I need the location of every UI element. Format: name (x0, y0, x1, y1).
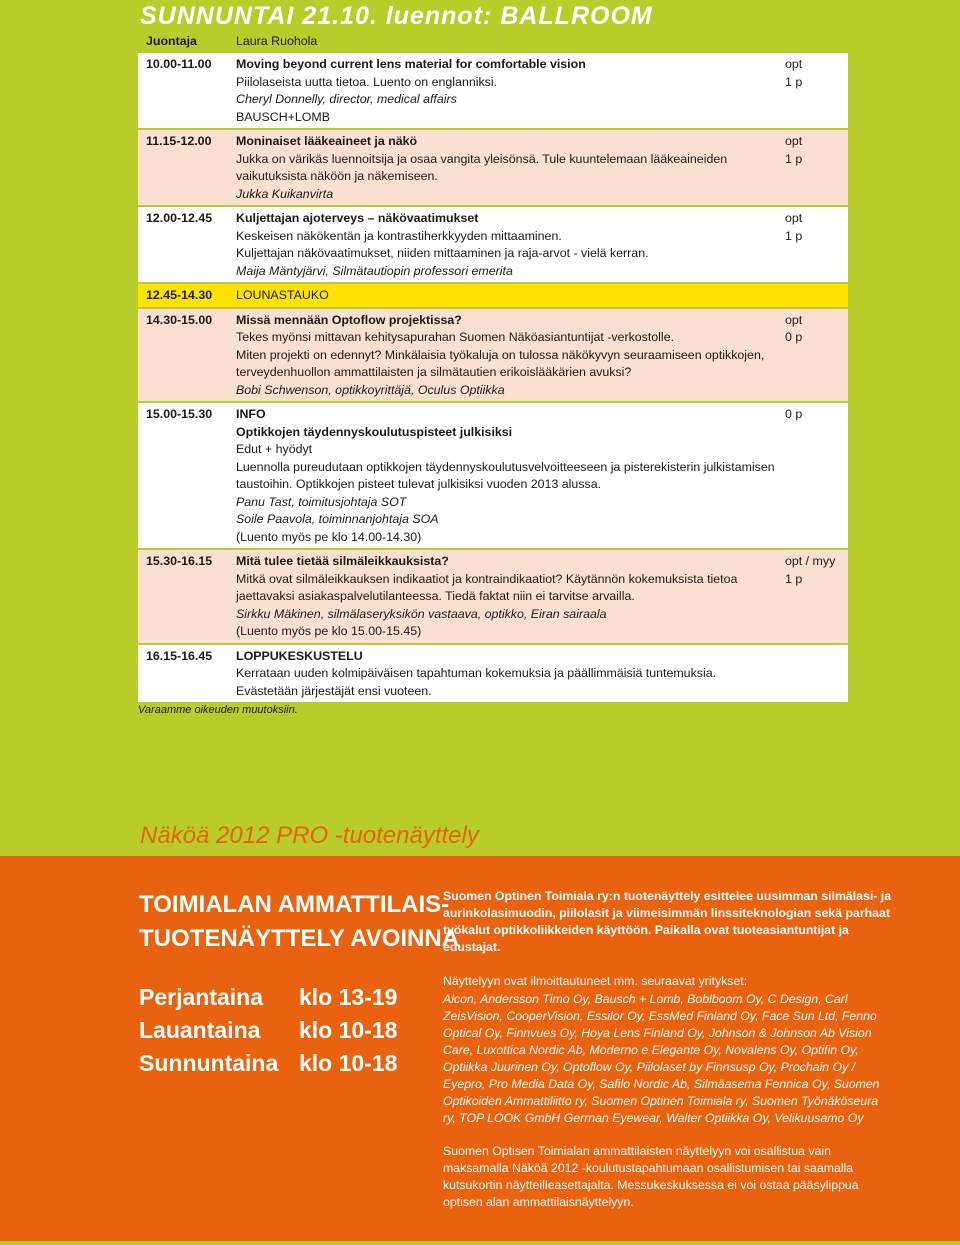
session-row (138, 130, 848, 207)
session-credit: 1 p (785, 151, 803, 166)
session-credit: 0 p (785, 330, 803, 344)
session-time: 12.00-12.45 (146, 211, 213, 225)
session-content (236, 309, 776, 402)
session-line: LOUNASTAUKO (236, 288, 329, 302)
session-line: Cheryl Donnelly, director, medical affairs (236, 92, 457, 106)
session-content (236, 130, 776, 205)
session-credit: opt (785, 312, 803, 327)
session-credit: 1 p (785, 571, 803, 586)
session-credits (785, 210, 802, 245)
session-credit: 0 p (785, 407, 803, 421)
open-hours-row (139, 984, 398, 1011)
schedule-header (138, 30, 848, 53)
session-line: Moving beyond current lens material for comfortable vision (236, 57, 586, 71)
session-list (138, 53, 848, 704)
session-line: Piilolaseista uutta tietoa. Luento on englanniksi. (236, 74, 498, 89)
session-credit: opt (785, 211, 803, 225)
session-line: Soile Paavola, toiminnanjohtaja SOA (236, 512, 439, 526)
session-line: Mitkä ovat silmäleikkauksen indikaatiot ja kontraindikaatiot? Käytännön kokemuksista tietoa jaettavaksi asiakaspalvelutilanteessa. Tiedä faktat niin ei tarvitse arvailla. (236, 571, 738, 603)
session-row (138, 309, 848, 404)
session-credit: 1 p (785, 228, 803, 243)
open-day: Perjantaina (139, 984, 263, 1010)
exhibitors-heading: Näyttelyyn ovat ilmoittautuneet mm. seuraavat yritykset: (443, 974, 748, 988)
session-line: Sirkku Mäkinen, silmälaseryksikön vastaava, optikko, Eiran sairaala (236, 606, 607, 621)
session-row (138, 550, 848, 645)
session-line: Maija Mäntyjärvi, Silmätautiopin professori emerita (236, 263, 513, 278)
header-label: Juontaja (146, 34, 197, 48)
session-credits (785, 553, 835, 588)
session-line: BAUSCH+LOMB (236, 109, 330, 124)
session-credits (785, 312, 802, 347)
session-line: INFO (236, 407, 266, 421)
session-row (138, 645, 848, 705)
session-credit: opt (785, 134, 803, 148)
open-hours: klo 13-19 (299, 984, 398, 1010)
session-line: Kuljettajan näkövaatimukset, niiden mittaaminen ja raja-arvot - vielä kerran. (236, 246, 649, 260)
session-line: Missä mennään Optoflow projektissa? (236, 312, 462, 327)
session-line: Miten projekti on edennyt? Minkälaisia työkaluja on tulossa näkökyvyn seuraamiseen optikkojen, terveydenhuollon ammattilaisten ja silmätautien erikoislääkärien avuksi? (236, 347, 765, 379)
session-credit: opt / myy (785, 554, 836, 568)
open-hours-row (139, 1017, 398, 1044)
session-content (236, 645, 776, 703)
session-line: (Luento myös pe klo 15.00-15.45) (236, 624, 422, 638)
exhibitors-list: Alcon, Andersson Timo Oy, Bausch + Lomb, Boblboom Oy, C Design, Carl ZeisVision, CooperVision, Essilor Oy, EssMed Finland Oy, Face Sun Ltd, Fenno Optical Oy, Finnvues Oy, Hoya Lens Finland Oy, Johnson & Johnson Ab Vision Care, Luxottica Nordic Ab, Moderno e Elegante Oy, Novalens Oy, Optifin Oy, Optiikka Juurinen Oy, Optoflow Oy, Piilolaset by Finnsusp Oy, Prochain Oy / Eyepro, Pro Media Data Oy, Safilo Nordic Ab, Silmäasema Fennica Oy, Suomen Optikoiden Ammattiliitto ry, Suomen Optinen Toimiala ry, Suomen Työnäköseura ry, TOP LOOK GmbH Gerrnan Eyewear, Walter Optiikka Oy, Velikuusamo Oy (443, 992, 880, 1125)
open-day: Lauantaina (139, 1017, 261, 1043)
session-row (138, 403, 848, 550)
session-credit: opt (785, 57, 803, 71)
session-row (138, 53, 848, 130)
session-content (236, 550, 776, 643)
expo-title: Näköä 2012 PRO -tuotenäyttely (140, 822, 479, 849)
open-hours-row (139, 1050, 398, 1077)
session-credit: 1 p (785, 74, 803, 89)
session-line: Edut + hyödyt (236, 442, 313, 456)
open-day: Sunnuntaina (139, 1050, 279, 1076)
session-content (236, 284, 776, 307)
session-content (236, 403, 776, 548)
session-line: Bobi Schwenson, optikkoyrittäjä, Oculus Optiikka (236, 382, 505, 397)
bottom-bar (0, 1241, 960, 1245)
session-time: 10.00-11.00 (146, 57, 212, 71)
session-line: Jukka Kuikanvirta (236, 186, 334, 201)
open-hours: klo 10-18 (299, 1017, 398, 1043)
session-row (138, 284, 848, 309)
session-content (236, 207, 776, 282)
session-time: 16.15-16.45 (146, 648, 213, 663)
session-time: 12.45-14.30 (146, 288, 213, 302)
expo-intro: Suomen Optinen Toimiala ry:n tuotenäyttely esittelee uusimman silmälasi- ja aurinkolasimuodin, piilolasit ja viimeisimmän linssiteknologian sekä parhaat työkalut optikkoliikkeiden käyttöön. Paikalla ovat tuoteasiantuntijat ja edustajat. (443, 889, 892, 954)
open-title-line: TOIMIALAN AMMATTILAIS- (139, 891, 450, 918)
open-hours: klo 10-18 (299, 1050, 398, 1076)
session-time: 15.30-16.15 (146, 554, 213, 568)
session-line: Jukka on värikäs luennoitsija ja osaa vangita yleisönsä. Tule kuuntelemaan lääkeaineiden vaikutuksista näköön ja näkemiseen. (236, 151, 728, 183)
session-line: Panu Tast, toimitusjohtaja SOT (236, 494, 407, 509)
session-line: (Luento myös pe klo 14.00-14.30) (236, 529, 422, 544)
session-line: Optikkojen täydennyskoulutuspisteet julkisiksi (236, 424, 513, 439)
session-line: Luennolla pureudutaan optikkojen täydennyskoulutusvelvoitteeseen ja pisterekisterin julkistamisen taustoihin. Optikkojen pisteet tulevat julkisiksi vuoden 2013 alussa. (236, 459, 775, 491)
session-line: Kuljettajan ajoterveys – näkövaatimukset (236, 211, 479, 225)
session-time: 15.00-15.30 (146, 407, 213, 421)
session-credits (785, 133, 802, 168)
schedule-table (138, 30, 848, 704)
session-line: Keskeisen näkökentän ja kontrastiherkkyyden mittaaminen. (236, 228, 562, 243)
disclaimer: Varaamme oikeuden muutoksiin. (138, 704, 298, 716)
session-time: 11.15-12.00 (146, 134, 212, 148)
open-title-line: TUOTENÄYTTELY AVOINNA (139, 925, 460, 952)
session-line: LOPPUKESKUSTELU (236, 648, 363, 663)
session-credits (785, 56, 802, 91)
page-heading: SUNNUNTAI 21.10. luennot: BALLROOM (140, 2, 653, 30)
session-line: Tekes myönsi mittavan kehitysapurahan Suomen Näköasiantuntijat -verkostolle. (236, 330, 675, 344)
session-line: Mitä tulee tietää silmäleikkauksista? (236, 554, 449, 568)
member-note: Suomen Optisen Toimialan ammattilaisten näyttelyyn voi osallistua vain maksamalla Näköä 2012 -koulutustapahtumaan osallistumisen tai saamalla kutsukortin näytteilleasettajalta. Messukeskuksessa ei voi ostaa pääsylippua optisen alan ammattilaisnäyttelyyn. (443, 1144, 859, 1209)
session-credits (785, 406, 802, 424)
session-time: 14.30-15.00 (146, 312, 213, 327)
expo-panel (0, 856, 960, 1241)
session-row (138, 207, 848, 284)
session-line: Moninaiset lääkeaineet ja näkö (236, 134, 418, 148)
header-value: Laura Ruohola (236, 34, 318, 48)
open-title (139, 888, 459, 956)
session-line: Kerrataan uuden kolmipäiväisen tapahtuman kokemuksia ja päällimmäisiä tuntemuksia. Evästetään järjestäjät ensi vuoteen. (236, 666, 717, 698)
session-content (236, 53, 776, 128)
